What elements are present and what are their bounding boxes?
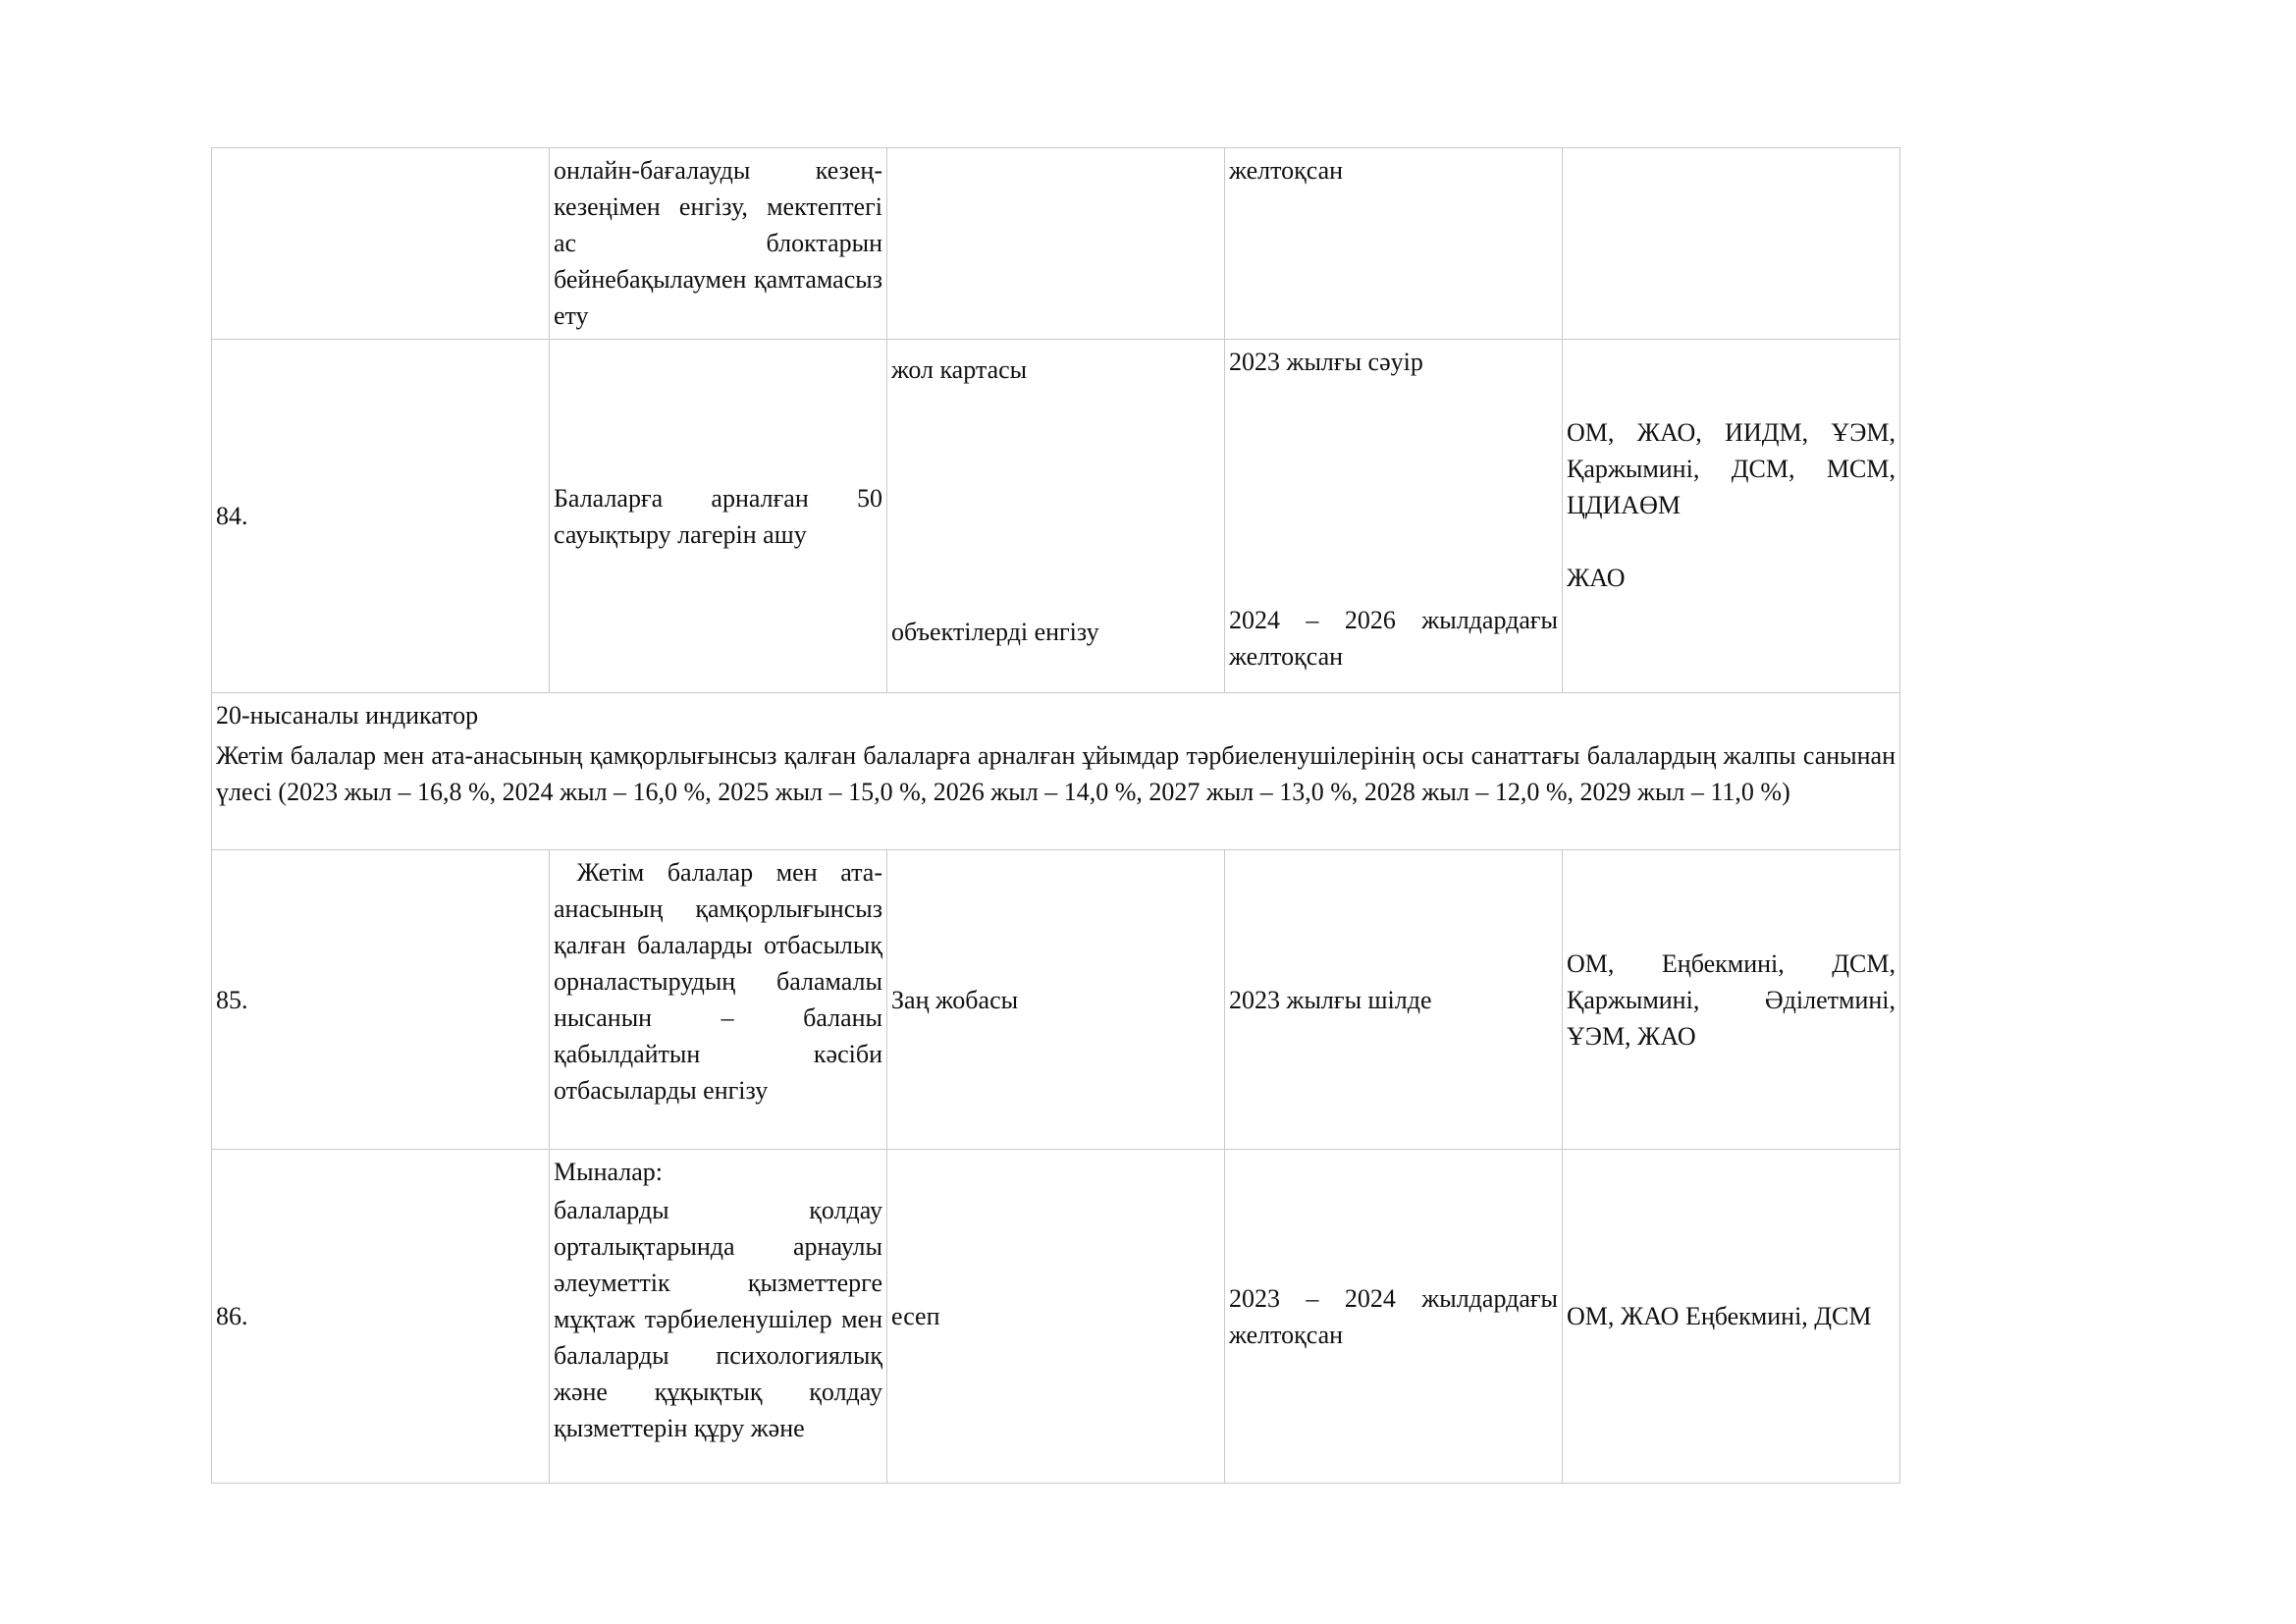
row-number-cell: 84. — [212, 340, 550, 693]
table-row — [212, 148, 1900, 340]
responsible-a: ОМ, ЖАО, ИИДМ, ҰЭМ, Қаржымині, ДСМ, МСМ, ЦДИАӨМ — [1567, 418, 1896, 519]
indicator-cell — [212, 693, 1900, 850]
completion-form-cell: есеп — [887, 1150, 1225, 1484]
row-number-cell: 85. — [212, 850, 550, 1150]
table-row — [212, 1150, 1900, 1484]
action-plan-table — [211, 147, 1900, 1484]
indicator-text: Жетім балалар мен ата-анасының қамқорлығынсыз қалған балаларға арналған ұйымдар тәрбиеленушілерінің осы санаттағы балалардың жалпы санынан үлесі (2023 жыл – 16,8 %, 2024 жыл – 16,0 %, 2025 жыл – 15,0 %, 2026 жыл – 14,0 %, 2027 жыл – 13,0 %, 2028 жыл – 12,0 %, 2029 жыл – 11,0 %) — [216, 741, 1896, 806]
completion-form-cell — [887, 148, 1225, 340]
table-row — [212, 850, 1900, 1150]
measure-text: балаларды қолдау орталықтарында арнаулы әлеуметтік қызметтерге мұқтаж тәрбиеленушілер мен балаларды психологиялық және құқықтық қолдау қызметтерін құру және — [554, 1196, 882, 1442]
table-row — [212, 340, 1900, 693]
responsible-b: ЖАО — [1567, 564, 1626, 592]
indicator-title: 20-нысаналы индикатор — [216, 701, 479, 730]
row-number-cell — [212, 148, 550, 340]
responsible-cell — [1563, 148, 1900, 340]
row-number-cell: 86. — [212, 1150, 550, 1484]
document-page — [211, 147, 1899, 1484]
completion-form-cell — [887, 340, 1225, 693]
measure-cell: Балаларға арналған 50 сауықтыру лагерін ашу — [550, 340, 887, 693]
measure-intro: Мыналар: — [554, 1158, 664, 1186]
deadline-b: 2024 – 2026 жылдардағы желтоқсан — [1229, 606, 1558, 671]
responsible-cell — [1563, 340, 1900, 693]
deadline-cell: желтоқсан — [1225, 148, 1563, 340]
measure-cell: онлайн-бағалауды кезең-кезеңімен енгізу, мектептегі ас блоктарын бейнебақылаумен қамтамасыз ету — [550, 148, 887, 340]
deadline-cell: 2023 жылғы шілде — [1225, 850, 1563, 1150]
measure-cell — [550, 1150, 887, 1484]
indicator-row — [212, 693, 1900, 850]
deadline-cell: 2023 – 2024 жылдардағы желтоқсан — [1225, 1150, 1563, 1484]
deadline-a: 2023 жылғы сәуір — [1229, 348, 1423, 376]
deadline-cell — [1225, 340, 1563, 693]
completion-form-b: объектілерді енгізу — [891, 618, 1099, 646]
responsible-cell: ОМ, ЖАО Еңбекмині, ДСМ — [1563, 1150, 1900, 1484]
completion-form-a: жол картасы — [891, 355, 1028, 384]
completion-form-cell: Заң жобасы — [887, 850, 1225, 1150]
measure-cell: Жетім балалар мен ата-анасының қамқорлығынсыз қалған балаларды отбасылық орналастырудың баламалы нысанын – баланы қабылдайтын кәсіби отбасыларды енгізу — [550, 850, 887, 1150]
responsible-cell: ОМ, Еңбекмині, ДСМ, Қаржымині, Әділетмині, ҰЭМ, ЖАО — [1563, 850, 1900, 1150]
